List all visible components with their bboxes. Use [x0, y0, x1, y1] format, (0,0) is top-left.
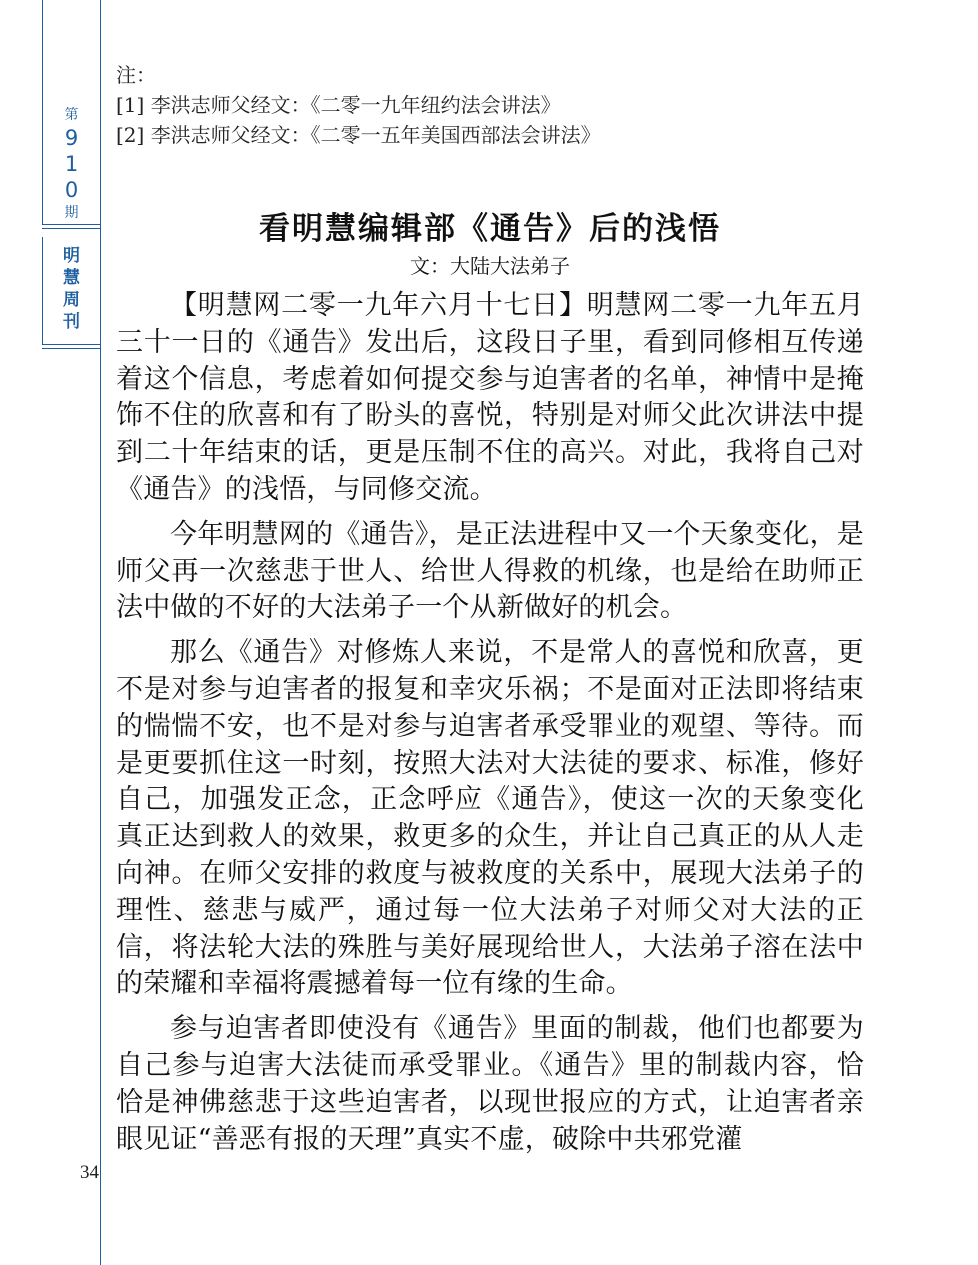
article-paragraph: 参与迫害者即使没有《通告》里面的制裁，他们也都要为自己参与迫害大法徒而承受罪业。《通告》里的制裁内容，恰恰是神佛慈悲于这些迫害者，以现世报应的方式，让迫害者亲眼见证“善恶有报的天理”真实不虚，破除中共邪党灌	[116, 1013, 864, 1155]
magazine-name-char: 刊	[63, 312, 80, 332]
issue-digit: 1	[64, 152, 79, 176]
issue-digit: 9	[64, 126, 79, 150]
magazine-name-char: 慧	[63, 268, 80, 288]
issue-digit: 0	[64, 178, 79, 202]
issue-suffix: 期	[64, 205, 79, 221]
issue-prefix: 第	[64, 107, 79, 123]
article-paragraph: 那么《通告》对修炼人来说，不是常人的喜悦和欣喜，更不是对参与迫害者的报复和幸灾乐祸；不是面对正法即将结束的惴惴不安，也不是对参与迫害者承受罪业的观望、等待。而是更要抓住这一时刻，按照大法对大法徒的要求、标准，修好自己，加强发正念，正念呼应《通告》，使这一次的天象变化真正达到救人的效果，救更多的众生，并让自己真正的从人走向神。在师父安排的救度与被救度的关系中，展现大法弟子的理性、慈悲与威严，通过每一位大法弟子对师父对大法的正信，将法轮大法的殊胜与美好展现给世人，大法弟子溶在法中的荣耀和幸福将震撼着每一位有缘的生命。	[116, 637, 864, 1000]
issue-number-block	[42, 0, 100, 225]
magazine-name-block	[42, 237, 100, 345]
article-paragraph: 今年明慧网的《通告》，是正法进程中又一个天象变化，是师父再一次慈悲于世人、给世人得救的机缘，也是给在助师正法中做的不好的大法弟子一个从新做好的机会。	[116, 518, 864, 624]
page-content	[116, 60, 864, 1166]
issue-number	[43, 105, 100, 223]
magazine-name	[43, 245, 100, 333]
sidebar-divider	[100, 0, 101, 1265]
magazine-name-char: 明	[63, 246, 80, 266]
footnotes	[116, 60, 864, 150]
article-byline: 文：大陆大法弟子	[410, 254, 570, 278]
footnote-item: [1] 李洪志师父经文：《二零一九年纽约法会讲法》	[116, 93, 561, 117]
sidebar	[0, 0, 100, 1265]
page-number: 34	[80, 1162, 99, 1183]
article-title: 看明慧编辑部《通告》后的浅悟	[259, 211, 721, 247]
article-paragraph: 【明慧网二零一九年六月十七日】明慧网二零一九年五月三十一日的《通告》发出后，这段日子里，看到同修相互传递着这个信息，考虑着如何提交参与迫害者的名单，神情中是掩饰不住的欣喜和有了盼头的喜悦，特别是对师父此次讲法中提到二十年结束的话，更是压制不住的高兴。对此，我将自己对《通告》的浅悟，与同修交流。	[116, 290, 864, 505]
magazine-name-char: 周	[63, 290, 80, 310]
footnote-item: [2] 李洪志师父经文：《二零一五年美国西部法会讲法》	[116, 123, 601, 147]
footnotes-label: 注：	[116, 63, 156, 87]
